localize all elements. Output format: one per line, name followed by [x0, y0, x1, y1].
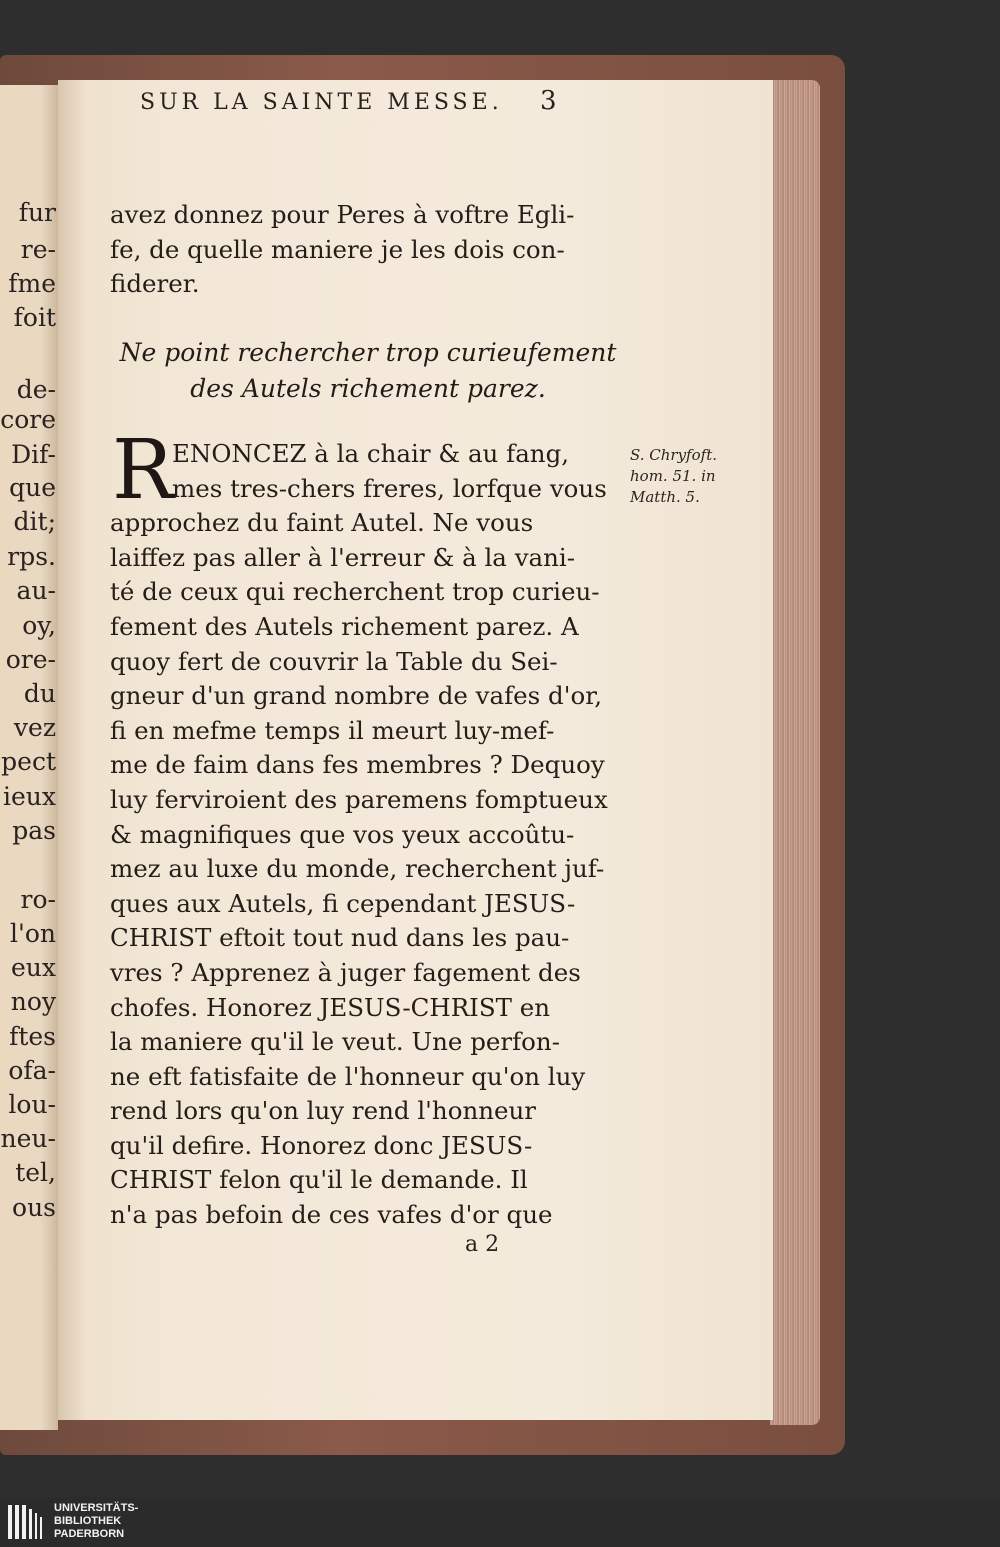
text-line: fement des Autels richement parez. A [110, 611, 579, 641]
left-line: de- [16, 375, 56, 404]
text-line: ne eft fatisfaite de l'honneur qu'on luy [110, 1061, 586, 1091]
text-line: luy ferviroient des paremens fomptueux [110, 784, 608, 814]
text-line: ques aux Autels, fi cependant JESUS- [110, 888, 576, 918]
text-line: & magnifiques que vos yeux accoûtu- [110, 819, 575, 849]
left-line: oy, [22, 611, 56, 640]
text-line: avez donnez pour Peres à voftre Egli- [110, 200, 575, 229]
opening-paragraph [110, 198, 574, 302]
left-line: rps. [7, 542, 56, 571]
left-line: noy [10, 987, 56, 1016]
text-line: ENONCEZ à la chair & au fang, [172, 439, 570, 468]
library-name-line: PADERBORN [54, 1528, 125, 1540]
left-line: dit; [13, 507, 56, 536]
left-line: core [0, 405, 56, 434]
text-line: la maniere qu'il le veut. Une perfon- [110, 1027, 560, 1057]
text-line: fiderer. [110, 269, 200, 299]
left-line: l'on [9, 919, 56, 948]
left-line: du [23, 679, 56, 708]
left-line: foit [13, 303, 56, 332]
heading-line: des Autels richement parez. [190, 374, 546, 403]
text-line: me de faim dans fes membres ? Dequoy [110, 750, 605, 780]
left-line: ore- [5, 645, 56, 674]
left-page [0, 85, 58, 1430]
left-line: eux [11, 953, 56, 982]
text-line: qu'il defire. Honorez donc JESUS- [110, 1130, 533, 1160]
text-line: mes tres-chers freres, lorfque vous [172, 473, 607, 503]
left-line: pect [1, 747, 56, 776]
left-line: neu- [0, 1124, 56, 1153]
left-line: ofa- [8, 1056, 56, 1085]
left-line: que [9, 473, 56, 502]
left-line: au- [16, 576, 56, 605]
page-edges [770, 80, 820, 1425]
left-line: re- [20, 235, 56, 264]
left-line: ous [12, 1193, 56, 1222]
left-line: pas [12, 816, 56, 845]
running-head [140, 86, 640, 116]
text-line: fi en mefme temps il meurt luy-mef- [110, 715, 555, 745]
page-number: 3 [540, 86, 557, 116]
text-line: quoy fert de couvrir la Table du Sei- [110, 646, 558, 676]
body-paragraph [110, 437, 608, 1233]
margin-note-line: S. Chryfoft. [630, 446, 717, 464]
left-line: ro- [20, 885, 56, 914]
left-line: ieux [3, 782, 56, 811]
text-line: n'a pas befoin de ces vafes d'or que [110, 1200, 553, 1230]
text-line: vres ? Apprenez à juger fagement des [110, 957, 581, 987]
text-line: approchez du faint Autel. Ne vous [110, 508, 534, 538]
section-heading [118, 335, 618, 407]
text-line: gneur d'un grand nombre de vafes d'or, [110, 681, 603, 711]
drop-capital: R [112, 423, 174, 518]
text-line: rend lors qu'on luy rend l'honneur [110, 1096, 536, 1126]
left-line: fur [18, 198, 56, 227]
text-line: CHRIST eftoit tout nud dans les pau- [110, 923, 570, 953]
library-name [54, 1502, 138, 1541]
left-line: Dif- [11, 440, 56, 469]
margin-note [630, 445, 717, 508]
margin-note-line: hom. 51. in [630, 467, 716, 485]
left-line: vez [13, 713, 56, 742]
library-name-line: UNIVERSITÄTS- [54, 1502, 139, 1514]
text-line: fe, de quelle maniere je les dois con- [110, 234, 565, 264]
text-line: laiffez pas aller à l'erreur & à la vani- [110, 542, 576, 572]
left-line: tel, [15, 1158, 56, 1187]
text-line: CHRIST felon qu'il le demande. Il [110, 1165, 528, 1195]
margin-note-line: Matth. 5. [630, 488, 700, 506]
left-line: lou- [8, 1090, 56, 1119]
left-line: ftes [9, 1022, 56, 1051]
library-footer [0, 1497, 1000, 1547]
library-name-line: BIBLIOTHEK [54, 1515, 122, 1527]
library-logo-icon [8, 1505, 48, 1539]
signature-mark: a 2 [465, 1232, 500, 1257]
text-line: chofes. Honorez JESUS-CHRIST en [110, 992, 551, 1022]
running-head-title: SUR LA SAINTE MESSE. [140, 90, 503, 115]
text-line: té de ceux qui recherchent trop curieu- [110, 577, 600, 607]
heading-line: Ne point rechercher trop curieufement [119, 338, 617, 367]
text-line: mez au luxe du monde, recherchent juf- [110, 854, 605, 884]
left-line: fme [8, 269, 56, 298]
